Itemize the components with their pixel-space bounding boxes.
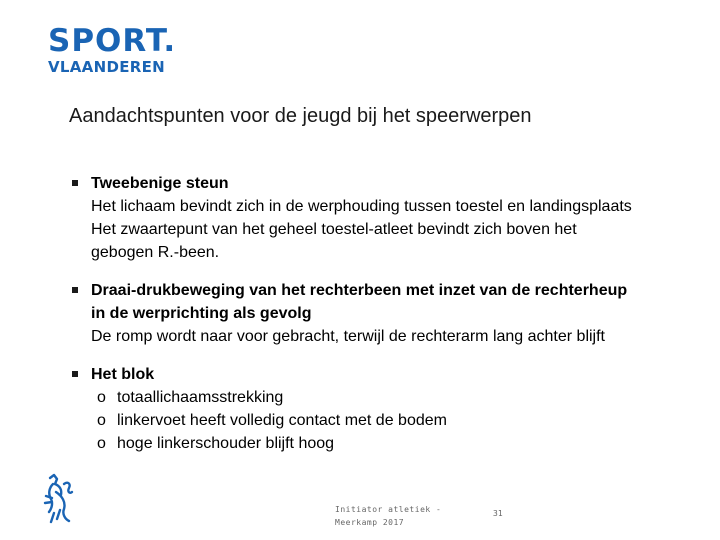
sub-item-text: totaallichaamsstrekking [117,389,284,406]
circle-bullet-icon: o [97,412,106,429]
square-bullet-icon [72,180,78,186]
square-bullet-icon [72,287,78,293]
bullet-item-tweebenige-steun [72,172,712,264]
circle-bullet-icon: o [97,435,106,452]
sub-list-item [91,409,712,432]
bullet-item-draai-drukbeweging [72,279,712,348]
bullet-heading: in de werprichting als gevolg [91,305,312,322]
bullet-text-line: De romp wordt naar voor gebracht, terwijl de rechterarm lang achter blijft [91,328,605,345]
slide-title: Aandachtspunten voor de jeugd bij het speerwerpen [69,105,532,127]
page-number: 31 [493,509,503,518]
logo-sport-text: SPORT. [48,23,177,59]
flemish-lion-icon [40,472,76,533]
sub-item-text: hoge linkerschouder blijft hoog [117,435,335,452]
sub-list-item [91,432,712,455]
footer-text [335,503,441,529]
square-bullet-icon [72,371,78,377]
bullet-text-line: Het lichaam bevindt zich in de werphouding tussen toestel en landingsplaats [91,198,632,215]
sub-list-item [91,386,712,409]
logo-vlaanderen-text: VLAANDEREN [48,58,165,76]
circle-bullet-icon: o [97,389,106,406]
bullet-text-line: gebogen R.-been. [91,244,220,261]
bullet-text-line: Het zwaartepunt van het geheel toestel-atleet bevindt zich boven het [91,221,577,238]
bullet-heading: Het blok [91,366,155,383]
sub-item-text: linkervoet heeft volledig contact met de bodem [117,412,447,429]
bullet-heading: Tweebenige steun [91,175,229,192]
bullet-heading: Draai-drukbeweging van het rechterbeen met inzet van de rechterheup [91,282,628,299]
slide-content [72,172,712,470]
sport-vlaanderen-logo [48,24,176,75]
bullet-item-het-blok [72,363,712,455]
footer-line-1: Initiator atletiek - [335,505,442,514]
footer-line-2: Meerkamp 2017 [335,518,405,527]
